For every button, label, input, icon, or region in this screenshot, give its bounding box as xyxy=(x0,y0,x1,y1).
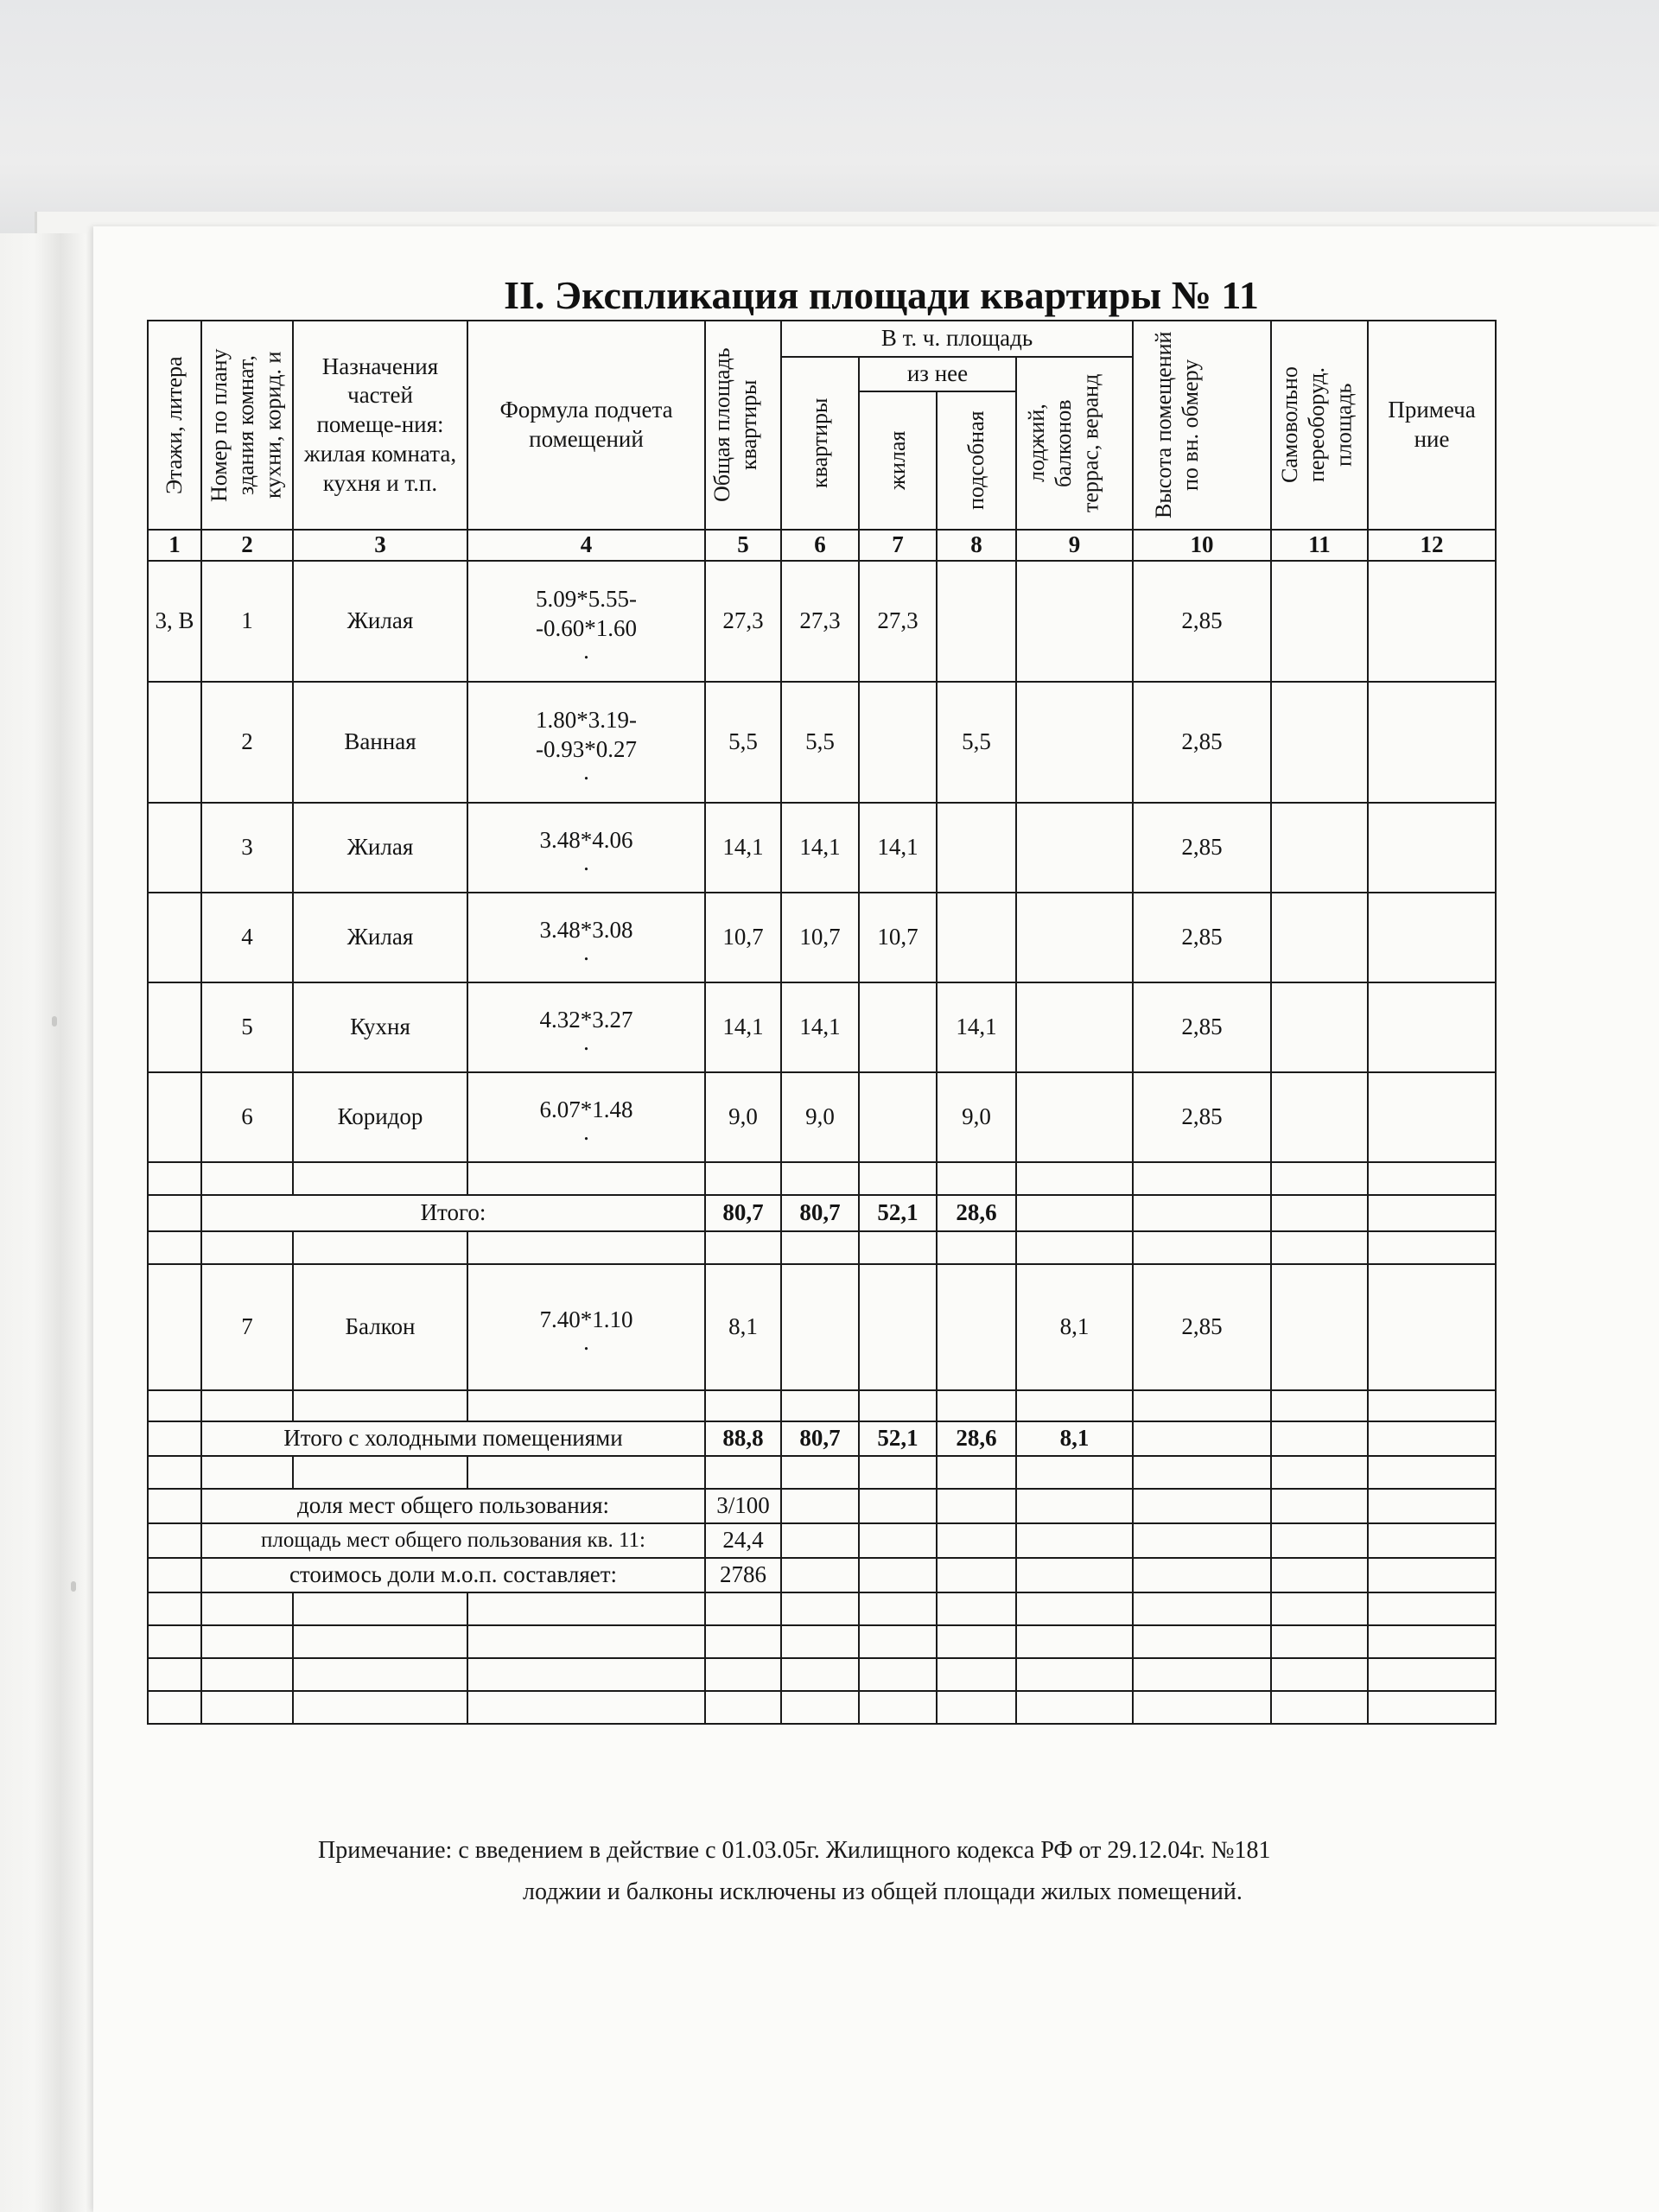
common-row xyxy=(148,1523,1496,1558)
common-value: 3/100 xyxy=(705,1489,781,1523)
cell-formula: 7.40*1.10 . xyxy=(467,1264,705,1390)
cell-height: 2,85 xyxy=(1133,561,1271,682)
cell-floor xyxy=(148,893,201,982)
cell-room-number: 3 xyxy=(201,803,293,893)
grand-total-auxiliary: 28,6 xyxy=(937,1421,1016,1456)
cell-unauthorized xyxy=(1271,893,1368,982)
cell-floor xyxy=(148,1072,201,1162)
subtotal-row xyxy=(148,1195,1496,1231)
grand-total-loggia: 8,1 xyxy=(1016,1421,1133,1456)
footnote-line-2: лоджии и балконы исключены из общей площади жилых помещений. xyxy=(523,1878,1243,1905)
cell-notes xyxy=(1368,893,1496,982)
cell-height: 2,85 xyxy=(1133,1072,1271,1162)
cell-height: 2,85 xyxy=(1133,893,1271,982)
cell-room-number: 2 xyxy=(201,682,293,803)
cell-total-area: 14,1 xyxy=(705,803,781,893)
cell-room-name: Коридор xyxy=(293,1072,467,1162)
common-label: доля мест общего пользования: xyxy=(201,1489,705,1523)
header-formula: Формула подчета помещений xyxy=(467,321,705,530)
cell-total-area: 14,1 xyxy=(705,982,781,1072)
header-area-group: В т. ч. площадь xyxy=(781,321,1133,357)
empty-row xyxy=(148,1691,1496,1724)
cell-height: 2,85 xyxy=(1133,803,1271,893)
cell-unauthorized xyxy=(1271,1072,1368,1162)
cell-living-area: 10,7 xyxy=(859,893,937,982)
column-number: 9 xyxy=(1016,530,1133,561)
cell-auxiliary-area xyxy=(937,561,1016,682)
cell-notes xyxy=(1368,1072,1496,1162)
grand-total-row xyxy=(148,1421,1496,1456)
table-row xyxy=(148,682,1496,803)
cell-room-number: 1 xyxy=(201,561,293,682)
cell-auxiliary-area xyxy=(937,893,1016,982)
column-number: 12 xyxy=(1368,530,1496,561)
header-of-which: из нее xyxy=(859,357,1016,391)
cell-loggia-area xyxy=(1016,893,1133,982)
header-height: Высота помещений по вн. обмеру xyxy=(1133,321,1271,530)
common-label: площадь мест общего пользования кв. 11: xyxy=(201,1523,705,1558)
footnote-line-1: Примечание: с введением в действие с 01.03.05г. Жилищного кодекса РФ от 29.12.04г. №181 xyxy=(318,1837,1271,1864)
cell-formula: 1.80*3.19- -0.93*0.27 . xyxy=(467,682,705,803)
cell-living-area: 27,3 xyxy=(859,561,937,682)
cell-formula: 3.48*4.06 . xyxy=(467,803,705,893)
cell-room-name: Жилая xyxy=(293,561,467,682)
table-row xyxy=(148,561,1496,682)
punch-mark xyxy=(71,1581,76,1592)
background-wall xyxy=(0,0,1659,233)
header-floor: Этажи, литера xyxy=(148,321,201,530)
common-value: 24,4 xyxy=(705,1523,781,1558)
cell-room-number: 7 xyxy=(201,1264,293,1390)
cell-room-number: 4 xyxy=(201,893,293,982)
common-label: стоимось доли м.о.п. составляет: xyxy=(201,1558,705,1592)
cell-formula: 5.09*5.55- -0.60*1.60 . xyxy=(467,561,705,682)
cell-floor xyxy=(148,803,201,893)
column-number: 8 xyxy=(937,530,1016,561)
cell-height: 2,85 xyxy=(1133,982,1271,1072)
grand-total-living: 52,1 xyxy=(859,1421,937,1456)
cell-apartment-area: 5,5 xyxy=(781,682,859,803)
table-row xyxy=(148,982,1496,1072)
cell-notes xyxy=(1368,803,1496,893)
header-auxiliary: подсобная xyxy=(937,391,1016,530)
cell-unauthorized xyxy=(1271,561,1368,682)
cell-unauthorized xyxy=(1271,682,1368,803)
column-number: 1 xyxy=(148,530,201,561)
cell-apartment-area: 14,1 xyxy=(781,982,859,1072)
header-unauthorized: Самовольно переоборуд. площадь xyxy=(1271,321,1368,530)
cell-loggia-area xyxy=(1016,682,1133,803)
cell-notes xyxy=(1368,982,1496,1072)
cell-room-number: 6 xyxy=(201,1072,293,1162)
cell-apartment-area: 9,0 xyxy=(781,1072,859,1162)
cell-loggia-area xyxy=(1016,1072,1133,1162)
cell-room-name: Жилая xyxy=(293,803,467,893)
table-row xyxy=(148,803,1496,893)
cell-height: 2,85 xyxy=(1133,1264,1271,1390)
cell-apartment-area: 27,3 xyxy=(781,561,859,682)
subtotal-living: 52,1 xyxy=(859,1195,937,1231)
empty-row xyxy=(148,1592,1496,1625)
cell-formula: 3.48*3.08 . xyxy=(467,893,705,982)
empty-row xyxy=(148,1456,1496,1489)
explication-table xyxy=(147,320,1497,1725)
common-row xyxy=(148,1558,1496,1592)
cell-apartment-area: 14,1 xyxy=(781,803,859,893)
cell-auxiliary-area: 5,5 xyxy=(937,682,1016,803)
cell-room-name: Ванная xyxy=(293,682,467,803)
cell-living-area: 14,1 xyxy=(859,803,937,893)
cell-loggia-area xyxy=(1016,803,1133,893)
common-row xyxy=(148,1489,1496,1523)
empty-row xyxy=(148,1162,1496,1195)
cell-total-area: 8,1 xyxy=(705,1264,781,1390)
column-number: 7 xyxy=(859,530,937,561)
column-number: 5 xyxy=(705,530,781,561)
header-apartment: квартиры xyxy=(781,357,859,530)
grand-total-apartment: 80,7 xyxy=(781,1421,859,1456)
cell-loggia-area: 8,1 xyxy=(1016,1264,1133,1390)
cell-living-area xyxy=(859,1072,937,1162)
cell-formula: 4.32*3.27 . xyxy=(467,982,705,1072)
cell-unauthorized xyxy=(1271,803,1368,893)
cell-living-area xyxy=(859,682,937,803)
empty-row xyxy=(148,1625,1496,1658)
cell-floor xyxy=(148,682,201,803)
punch-mark xyxy=(52,1016,57,1027)
header-room-number: Номер по плану здания комнат, кухни, корид. и xyxy=(201,321,293,530)
cell-total-area: 5,5 xyxy=(705,682,781,803)
column-number: 2 xyxy=(201,530,293,561)
cell-unauthorized xyxy=(1271,982,1368,1072)
cell-loggia-area xyxy=(1016,561,1133,682)
footnote xyxy=(0,1830,1659,1912)
cell-floor xyxy=(148,1264,201,1390)
cell-floor xyxy=(148,982,201,1072)
cell-auxiliary-area: 9,0 xyxy=(937,1072,1016,1162)
cell-notes xyxy=(1368,682,1496,803)
cell-room-name: Жилая xyxy=(293,893,467,982)
empty-row xyxy=(148,1231,1496,1264)
header-purpose: Назначения частей помеще-ния: жилая комната, кухня и т.п. xyxy=(293,321,467,530)
subtotal-auxiliary: 28,6 xyxy=(937,1195,1016,1231)
cell-total-area: 10,7 xyxy=(705,893,781,982)
empty-row xyxy=(148,1658,1496,1691)
common-value: 2786 xyxy=(705,1558,781,1592)
cell-total-area: 9,0 xyxy=(705,1072,781,1162)
cell-room-name: Кухня xyxy=(293,982,467,1072)
cell-loggia-area xyxy=(1016,982,1133,1072)
subtotal-label: Итого: xyxy=(201,1195,705,1231)
subtotal-total: 80,7 xyxy=(705,1195,781,1231)
cell-apartment-area: 10,7 xyxy=(781,893,859,982)
table-row xyxy=(148,1072,1496,1162)
cell-height: 2,85 xyxy=(1133,682,1271,803)
empty-row xyxy=(148,1390,1496,1421)
header-living: жилая xyxy=(859,391,937,530)
cell-total-area: 27,3 xyxy=(705,561,781,682)
page-edge xyxy=(0,233,86,2212)
header-notes: Примеча ние xyxy=(1368,321,1496,530)
cell-notes xyxy=(1368,561,1496,682)
cell-auxiliary-area xyxy=(937,803,1016,893)
cell-room-name: Балкон xyxy=(293,1264,467,1390)
balcony-row xyxy=(148,1264,1496,1390)
cell-room-number: 5 xyxy=(201,982,293,1072)
header-total-area: Общая площадь квартиры xyxy=(705,321,781,530)
cell-floor: 3, В xyxy=(148,561,201,682)
grand-total-label: Итого с холодными помещениями xyxy=(201,1421,705,1456)
column-number: 11 xyxy=(1271,530,1368,561)
cell-formula: 6.07*1.48 . xyxy=(467,1072,705,1162)
subtotal-apartment: 80,7 xyxy=(781,1195,859,1231)
column-number: 6 xyxy=(781,530,859,561)
column-numbers-row xyxy=(148,530,1496,561)
table-row xyxy=(148,893,1496,982)
cell-auxiliary-area: 14,1 xyxy=(937,982,1016,1072)
document-title: II. Экспликация площади квартиры № 11 xyxy=(504,273,1259,317)
cell-empty xyxy=(148,1195,201,1231)
cell-living-area xyxy=(859,982,937,1072)
header-loggia: лоджий, балконов террас, веранд xyxy=(1016,357,1133,530)
column-number: 10 xyxy=(1133,530,1271,561)
column-number: 3 xyxy=(293,530,467,561)
header-row-1 xyxy=(148,321,1496,357)
column-number: 4 xyxy=(467,530,705,561)
grand-total-total: 88,8 xyxy=(705,1421,781,1456)
